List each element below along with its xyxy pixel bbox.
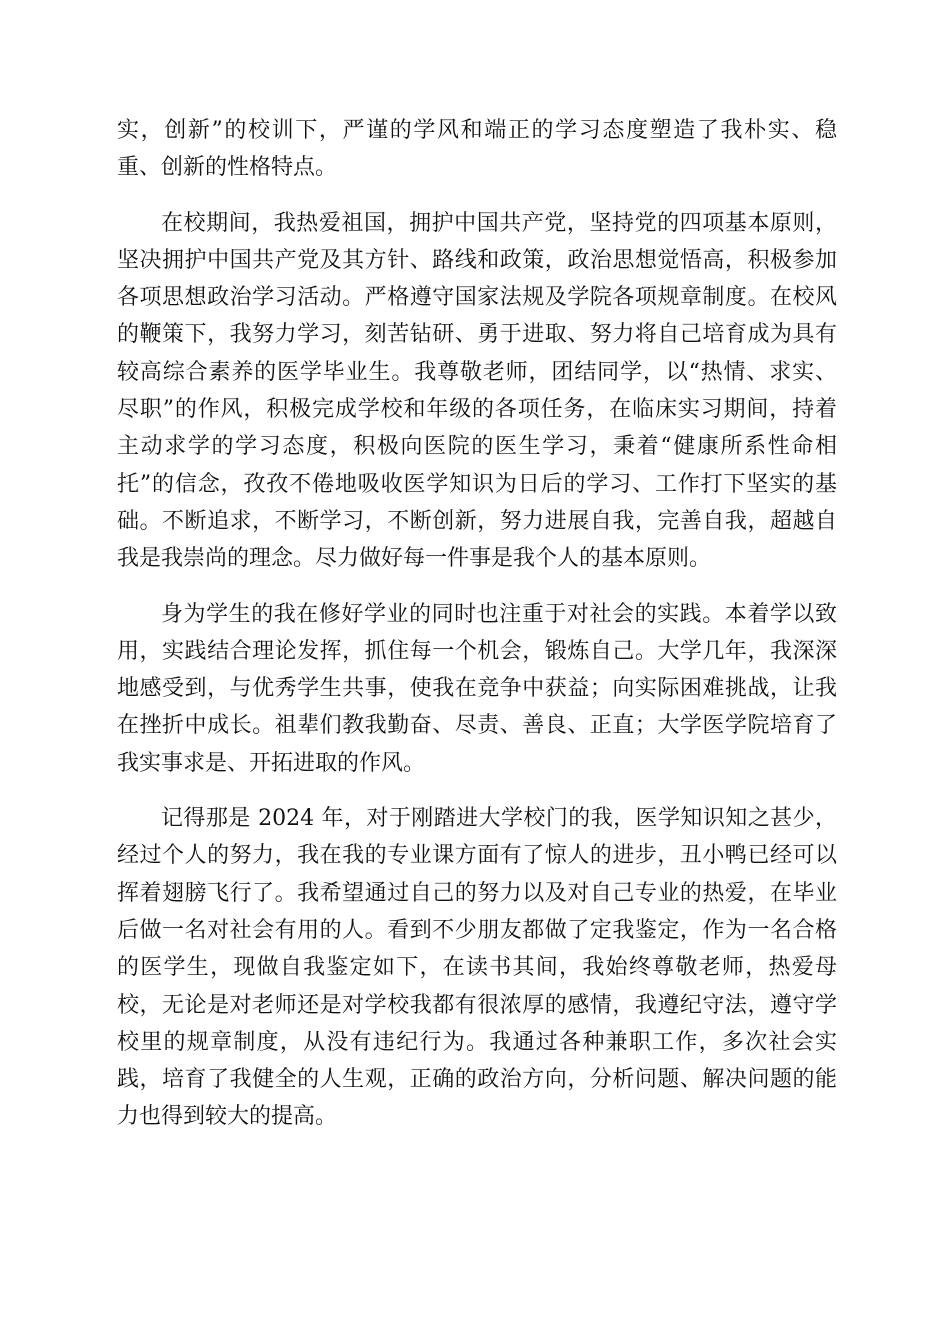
text-line: 校里的规章制度，从没有违纪行为。我通过各种兼职工作，多次社会实 xyxy=(117,1029,837,1055)
text-line: 校，无论是对老师还是对学校我都有很浓厚的感情，我遵纪守法，遵守学 xyxy=(117,992,837,1018)
text-line: 坚决拥护中国共产党及其方针、路线和政策，政治思想觉悟高，积极参加 xyxy=(117,247,837,273)
text-line: 在挫折中成长。祖辈们教我勤奋、尽责、善良、正直；大学医学院培育了 xyxy=(117,713,837,739)
text-line: 地感受到，与优秀学生共事，使我在竞争中获益；向实际困难挑战，让我 xyxy=(117,676,837,702)
text-line: 实，创新”的校训下，严谨的学风和端正的学习态度塑造了我朴实、稳 xyxy=(117,118,837,143)
text-line: 础。不断追求，不断学习，不断创新，努力进展自我，完善自我，超越自 xyxy=(117,508,837,534)
paragraph-2 xyxy=(117,205,837,578)
text-line: 我是我崇尚的理念。尽力做好每一件事是我个人的基本原则。 xyxy=(117,546,712,572)
text-line: 的鞭策下，我努力学习，刻苦钻研、勇于进取、努力将自己培育成为具有 xyxy=(117,322,837,348)
document-body xyxy=(117,112,837,1154)
text-line: 我实事求是、开拓进取的作风。 xyxy=(117,750,426,776)
text-line: 的医学生，现做自我鉴定如下，在读书其间，我始终尊敬老师，热爱母 xyxy=(117,955,837,981)
text-line: 重、创新的性格特点。 xyxy=(117,155,338,181)
text-line: 各项思想政治学习活动。严格遵守国家法规及学院各项规章制度。在校风 xyxy=(117,285,837,311)
text-line: 力也得到较大的提高。 xyxy=(117,1104,338,1130)
paragraph-1 xyxy=(117,112,837,187)
text-line: 身为学生的我在修好学业的同时也注重于对社会的实践。本着学以致 xyxy=(161,601,837,627)
text-line: 较高综合素养的医学毕业生。我尊敬老师，团结同学，以“热情、求实、 xyxy=(117,359,837,385)
paragraph-3 xyxy=(117,596,837,782)
text-line: 经过个人的努力，我在我的专业课方面有了惊人的进步，丑小鸭已经可以 xyxy=(117,843,837,869)
text-line: 践，培育了我健全的人生观，正确的政治方向，分析问题、解决问题的能 xyxy=(117,1067,837,1093)
text-line: 尽职”的作风，积极完成学校和年级的各项任务，在临床实习期间，持着 xyxy=(117,397,837,423)
text-line: 主动求学的学习态度，积极向医院的医生学习，秉着“健康所系性命相 xyxy=(117,434,837,460)
text-line: 用，实践结合理论发挥，抓住每一个机会，锻炼自己。大学几年，我深深 xyxy=(117,638,837,664)
text-line: 记得那是 2024 年，对于刚踏进大学校门的我，医学知识知之甚少， xyxy=(161,806,837,832)
text-line: 后做一名对社会有用的人。看到不少朋友都做了定我鉴定，作为一名合格 xyxy=(117,917,837,943)
paragraph-4 xyxy=(117,800,837,1136)
text-line: 托”的信念，孜孜不倦地吸收医学知识为日后的学习、工作打下坚实的基 xyxy=(117,471,837,497)
text-line: 在校期间，我热爱祖国，拥护中国共产党，坚持党的四项基本原则， xyxy=(161,210,837,236)
text-line: 挥着翅膀飞行了。我希望通过自己的努力以及对自己专业的热爱，在毕业 xyxy=(117,880,837,906)
